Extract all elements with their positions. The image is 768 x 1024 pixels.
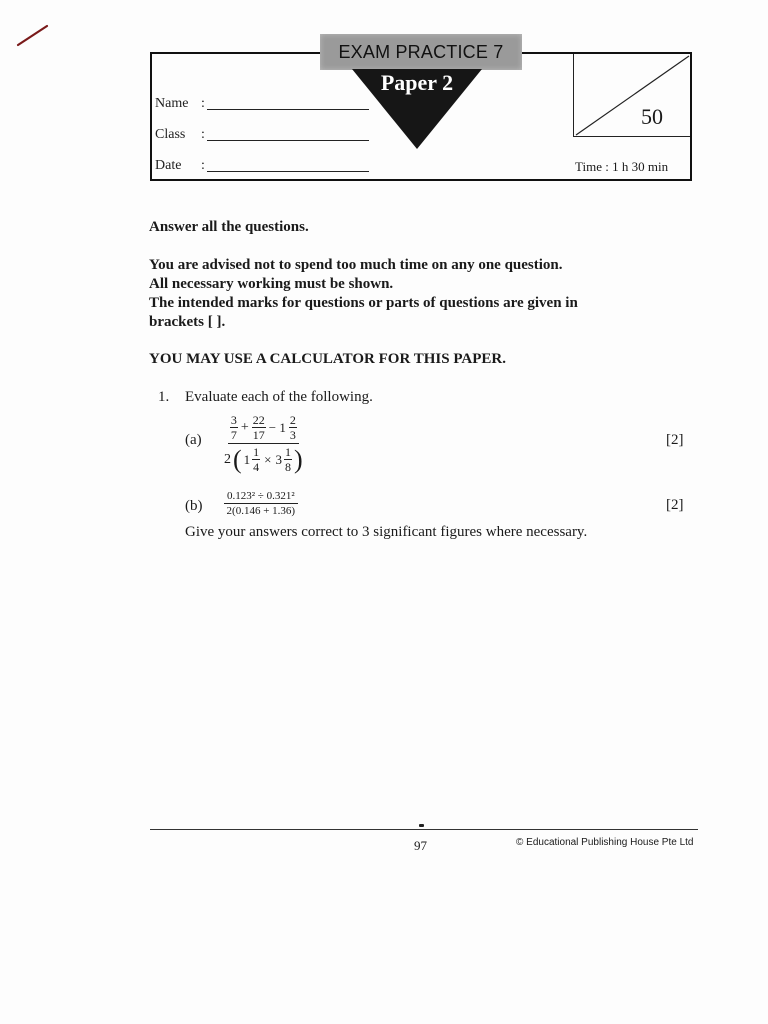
score-diagonal — [574, 54, 691, 137]
question-prompt: Evaluate each of the following. — [185, 389, 373, 405]
date-label: Date — [155, 158, 182, 173]
copyright-notice: © Educational Publishing House Pte Ltd — [516, 837, 694, 848]
page-number: 97 — [414, 838, 427, 853]
part-b-label: (b) — [185, 498, 203, 514]
calculator-notice: YOU MAY USE A CALCULATOR FOR THIS PAPER. — [149, 351, 506, 367]
exam-title: EXAM PRACTICE 7 — [320, 34, 522, 70]
part-a-marks: [2] — [666, 432, 684, 448]
total-marks: 50 — [641, 104, 663, 129]
part-a-label: (a) — [185, 432, 202, 448]
part-b-denominator: 2(0.146 + 1.36) — [226, 505, 296, 517]
pen-stroke-mark — [16, 22, 50, 48]
class-field[interactable]: Class : — [155, 127, 185, 143]
instruction-answer-all: Answer all the questions. — [149, 219, 309, 235]
part-a-denominator: 2 ( 1 $\frac{1}{4}$ × 3 $\frac{1}{8}$ ) — [224, 444, 303, 474]
part-a-numerator: $\frac{3}{7}$ + $\frac{22}{17}$ − 1 $\frac{2}{3}$ — [228, 414, 299, 444]
part-b-numerator: 0.123² ÷ 0.321² — [224, 490, 298, 504]
name-write-line[interactable] — [207, 109, 369, 110]
footer-dot — [419, 824, 424, 827]
name-field[interactable]: Name : — [155, 96, 188, 112]
date-write-line[interactable] — [207, 171, 369, 172]
class-label: Class — [155, 127, 186, 142]
instruction-working: All necessary working must be shown. — [149, 276, 394, 292]
significant-figures-note: Give your answers correct to 3 significant figures where necessary. — [185, 524, 588, 540]
question-number: 1. — [158, 389, 170, 405]
time-allowed: Time : 1 h 30 min — [575, 159, 669, 174]
score-box[interactable] — [573, 54, 690, 137]
footer-rule — [150, 829, 698, 830]
instruction-marks: The intended marks for questions or parts of questions are given in — [149, 295, 578, 311]
part-a-expression — [224, 414, 303, 473]
date-field[interactable]: Date : — [155, 158, 181, 174]
instruction-time-advice: You are advised not to spend too much time on any one question. — [149, 257, 563, 273]
name-label: Name — [155, 96, 189, 111]
part-b-marks: [2] — [666, 497, 684, 513]
paper-label: Paper 2 — [380, 70, 454, 95]
class-write-line[interactable] — [207, 140, 369, 141]
part-b-expression — [224, 490, 298, 517]
instruction-brackets: brackets [ ]. — [149, 314, 226, 330]
